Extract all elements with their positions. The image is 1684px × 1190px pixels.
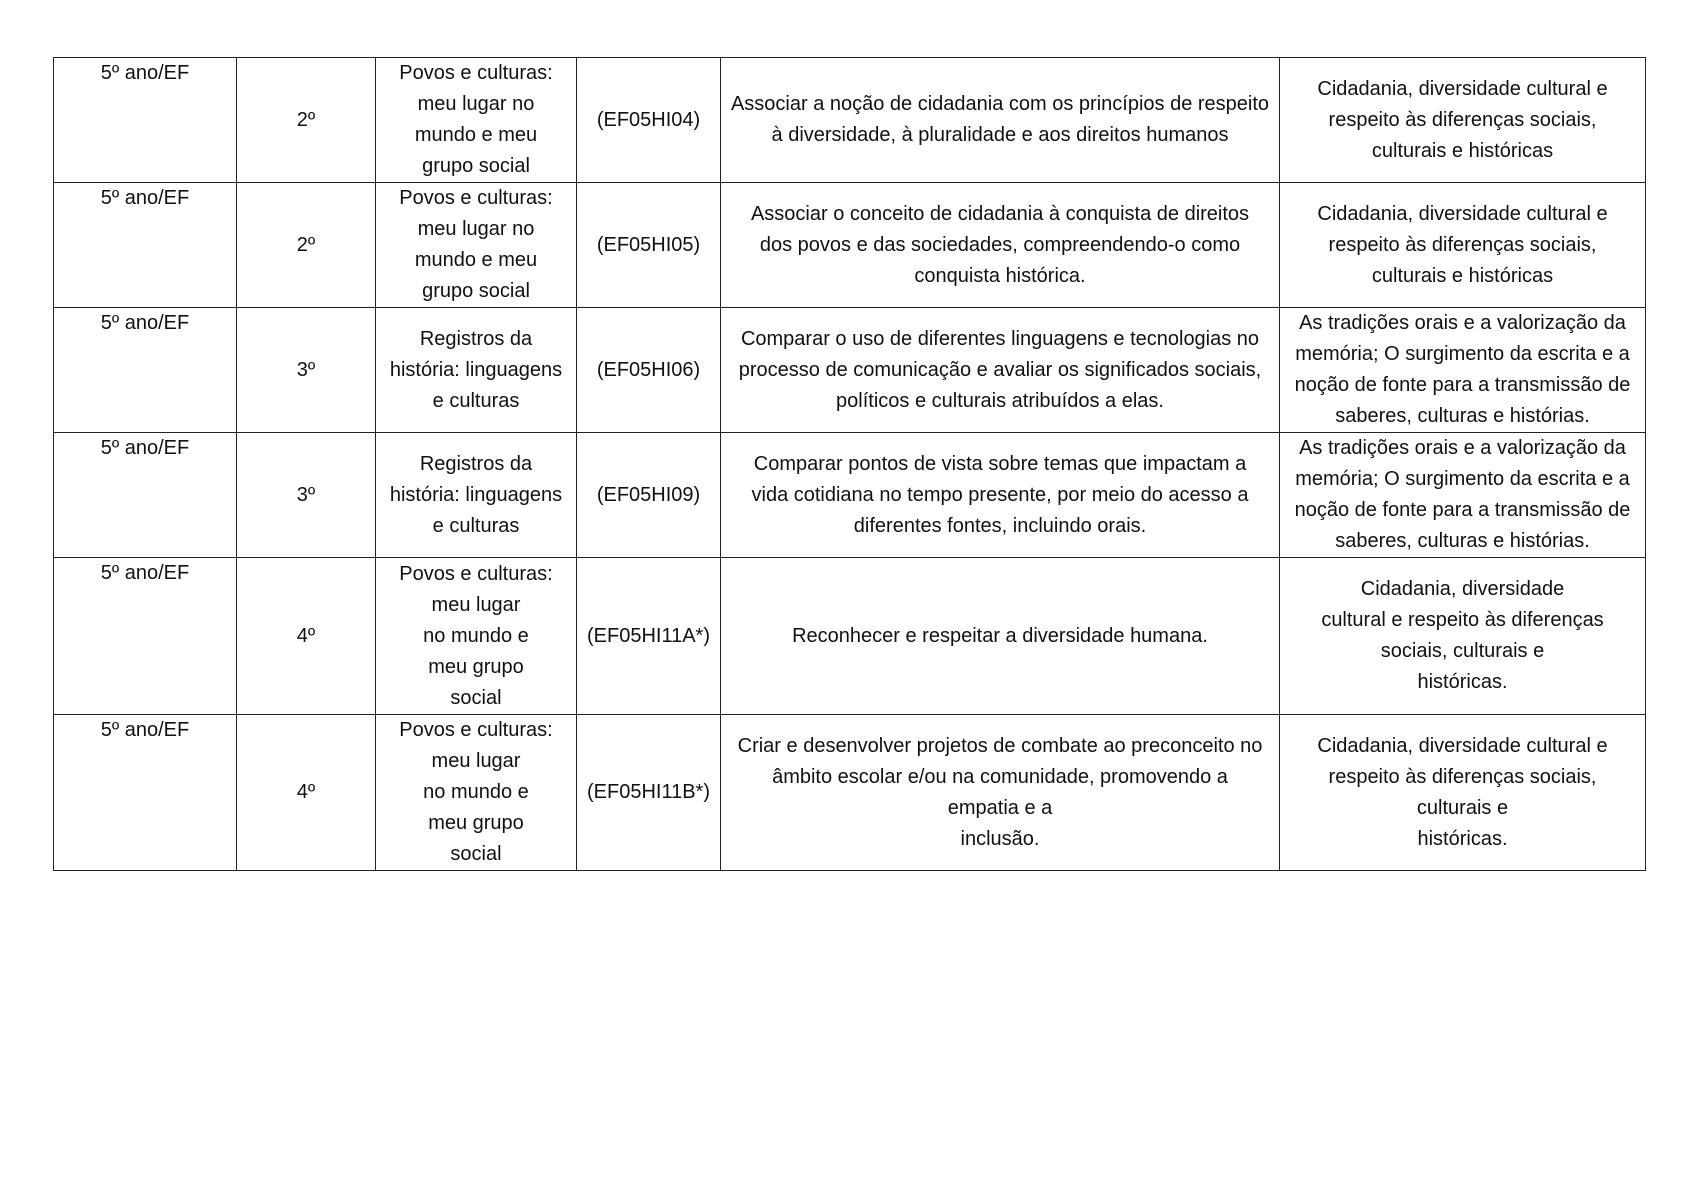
skill-code-cell: (EF05HI11B*) [577,715,721,871]
year-cell: 5º ano/EF [54,308,237,433]
bimester-cell: 4º [237,715,376,871]
year-cell: 5º ano/EF [54,183,237,308]
skill-description-cell: Reconhecer e respeitar a diversidade humana. [721,558,1280,715]
knowledge-object-cell: Cidadania, diversidade cultural e respeito às diferenças sociais, culturais e históricas. [1280,715,1646,871]
skill-code-cell: (EF05HI11A*) [577,558,721,715]
thematic-unit-cell: Povos e culturas: meu lugar no mundo e meu grupo social [376,58,577,183]
skill-code-cell: (EF05HI04) [577,58,721,183]
table-row [54,308,1646,433]
year-cell: 5º ano/EF [54,433,237,558]
table-row [54,558,1646,715]
skill-code-cell: (EF05HI05) [577,183,721,308]
skill-code-cell: (EF05HI06) [577,308,721,433]
bimester-cell: 3º [237,433,376,558]
year-cell: 5º ano/EF [54,715,237,871]
year-cell: 5º ano/EF [54,558,237,715]
bimester-cell: 4º [237,558,376,715]
skill-description-cell: Criar e desenvolver projetos de combate ao preconceito no âmbito escolar e/ou na comunidade, promovendo a empatia e a inclusão. [721,715,1280,871]
year-cell: 5º ano/EF [54,58,237,183]
knowledge-object-cell: Cidadania, diversidade cultural e respeito às diferenças sociais, culturais e históricas. [1280,558,1646,715]
thematic-unit-cell: Registros da história: linguagens e culturas [376,433,577,558]
skill-code-cell: (EF05HI09) [577,433,721,558]
table-row [54,58,1646,183]
skill-description-cell: Associar o conceito de cidadania à conquista de direitos dos povos e das sociedades, compreendendo-o como conquista histórica. [721,183,1280,308]
bimester-cell: 3º [237,308,376,433]
skill-description-cell: Associar a noção de cidadania com os princípios de respeito à diversidade, à pluralidade e aos direitos humanos [721,58,1280,183]
table-row [54,433,1646,558]
knowledge-object-cell: Cidadania, diversidade cultural e respeito às diferenças sociais, culturais e históricas [1280,183,1646,308]
bimester-cell: 2º [237,58,376,183]
knowledge-object-cell: As tradições orais e a valorização da memória; O surgimento da escrita e a noção de fonte para a transmissão de saberes, culturas e histórias. [1280,308,1646,433]
bimester-cell: 2º [237,183,376,308]
thematic-unit-cell: Registros da história: linguagens e culturas [376,308,577,433]
knowledge-object-cell: Cidadania, diversidade cultural e respeito às diferenças sociais, culturais e históricas [1280,58,1646,183]
table-row [54,183,1646,308]
knowledge-object-cell: As tradições orais e a valorização da memória; O surgimento da escrita e a noção de fonte para a transmissão de saberes, culturas e histórias. [1280,433,1646,558]
thematic-unit-cell: Povos e culturas: meu lugar no mundo e meu grupo social [376,183,577,308]
skill-description-cell: Comparar pontos de vista sobre temas que impactam a vida cotidiana no tempo presente, por meio do acesso a diferentes fontes, incluindo orais. [721,433,1280,558]
thematic-unit-cell: Povos e culturas: meu lugar no mundo e meu grupo social [376,715,577,871]
skill-description-cell: Comparar o uso de diferentes linguagens e tecnologias no processo de comunicação e avaliar os significados sociais, políticos e culturais atribuídos a elas. [721,308,1280,433]
thematic-unit-cell: Povos e culturas: meu lugar no mundo e meu grupo social [376,558,577,715]
curriculum-table [53,57,1646,871]
table-row [54,715,1646,871]
